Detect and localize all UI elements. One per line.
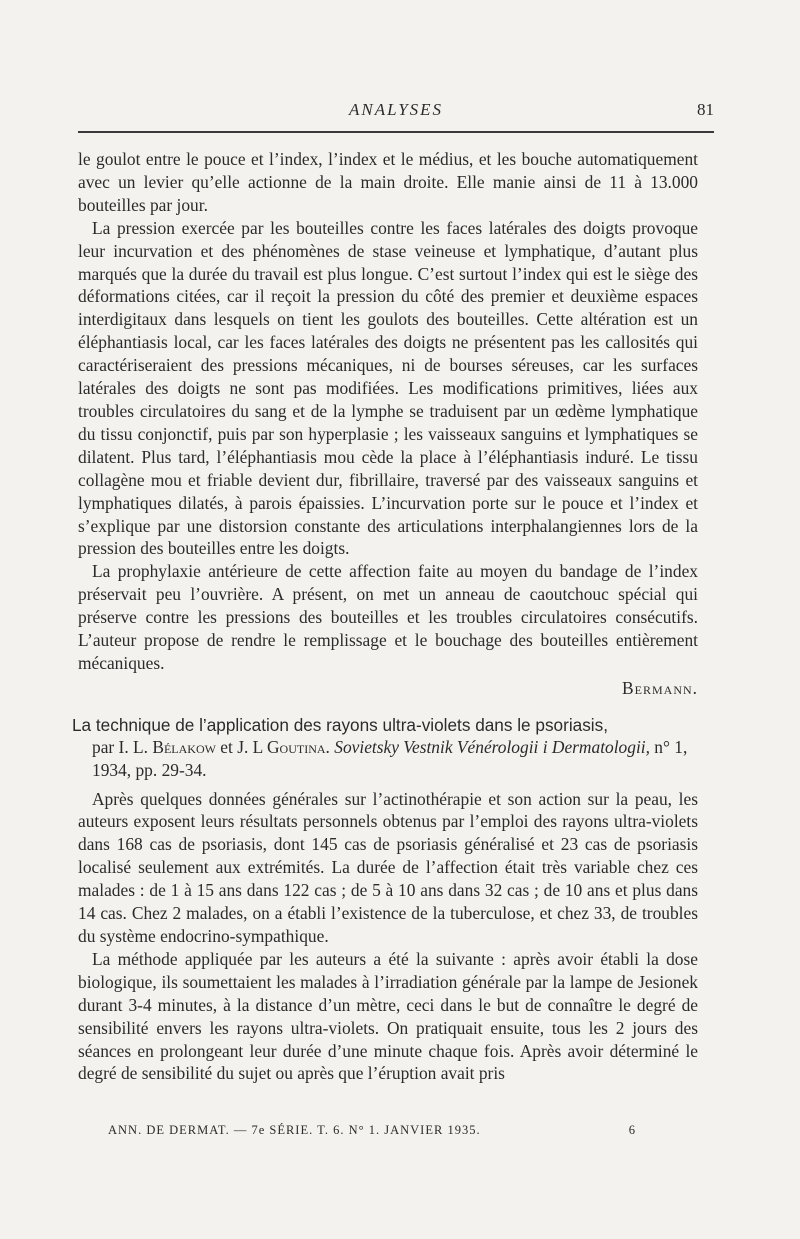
author-name: Goutina. <box>267 736 330 757</box>
paragraph: La prophylaxie antérieure de cette affection faite au moyen du bandage de l’index préservait peu l’ouvrière. A présent, on met un anneau de caoutchouc spécial qui préserve contre les pressions des bouteilles et les troubles circulatoires consécutifs. L’auteur propose de rendre le remplissage et le bouchage des bouteilles entièrement mécaniques. <box>78 561 698 673</box>
running-title: ANALYSES <box>348 100 444 119</box>
signature-mark: 6 <box>628 1123 636 1137</box>
article-title: La technique de l’application des rayons ultra-violets dans le psoriasis, <box>72 714 608 735</box>
citation-details: n° 1, 1934, pp. 29-34. <box>92 736 688 780</box>
paragraph: le goulot entre le pouce et l’index, l’index et le médius, et les bouche automatiquement avec un levier qu’elle actionne de la main droite. Elle manie ainsi de 11 à 13.000 bouteilles par jour. <box>78 149 698 215</box>
citation-prefix: par I. L. <box>92 736 153 757</box>
paragraph: Après quelques données générales sur l’actinothérapie et son action sur la peau, les auteurs exposent leurs résultats personnels obtenus par l’emploi des rayons ultra-violets dans 168 cas de psoriasis, dont 145 cas de psoriasis généralisé et 23 cas de psoriasis localisé seulement aux extrémités. La durée de l’affection était très variable chez ces malades : de 1 à 15 ans dans 122 cas ; de 5 à 10 ans dans 32 cas ; de 10 ans et plus dans 14 cas. Chez 2 malades, on a établi l’existence de la tuberculose, et chez 33, de troubles du système endocrino-sympathique. <box>78 788 698 946</box>
article-citation <box>92 736 698 782</box>
author-name: Bélakow <box>152 736 216 757</box>
page-body <box>72 148 698 1085</box>
reviewer-signature: Bermann. <box>622 677 698 698</box>
paragraph: La pression exercée par les bouteilles contre les faces latérales des doigts provoque leur incurvation et des phénomènes de stase veineuse et lymphatique, d’autant plus marqués que la durée du travail est plus longue. C’est surtout l’index qui est le siège des déformations citées, car il reçoit la pression du côté des premier et deuxième espaces interdigitaux dans lesquels on tient les goulots des bouteilles. Cette altération est un éléphantiasis local, car les faces latérales des doigts ne présentent pas les callosités qui caractériseraient des pressions mécaniques, ni de bourses séreuses, car les surfaces latérales des doigts ne sont pas modifiées. Les modifications primitives, liées aux troubles circulatoires du sang et de la lymphe se traduisent par un œdème lymphatique du tissu conjonctif, puis par son hyperplasie ; les vaisseaux sanguins et lymphatiques se dilatent. Plus tard, l’éléphantiasis mou cède la place à l’éléphantiasis induré. Le tissu collagène mou et friable devient dur, fibrillaire, traversé par des vaisseaux sanguins et lymphatiques dilatés, à parois épaissies. L’incurvation porte sur le pouce et l’index et s’explique par une distorsion constante des articulations interphalangiennes lors de la pression des bouteilles entre les doigts. <box>78 217 698 559</box>
header-rule <box>78 131 714 133</box>
paragraph: La méthode appliquée par les auteurs a été la suivante : après avoir établi la dose biologique, ils soumettaient les malades à l’irradiation générale par la lampe de Jesionek durant 3-4 minutes, à la distance d’un mètre, ceci dans le but de connaître le degré de sensibilité envers les rayons ultra-violets. On pratiquait ensuite, tous les 2 jours des séances en prolongeant leur durée d’une minute chaque fois. Après avoir déterminé le degré de sensibilité du sujet ou après que l’éruption avait pris <box>78 948 698 1084</box>
journal-name: Sovietsky Vestnik Vénérologii i Dermatologii, <box>329 736 650 757</box>
citation-and: et J. L <box>215 736 267 757</box>
page-header <box>78 100 714 130</box>
page-number: 81 <box>697 100 714 119</box>
journal-reference: ANN. DE DERMAT. — 7e SÉRIE. T. 6. N° 1. JANVIER 1935. <box>108 1123 481 1137</box>
